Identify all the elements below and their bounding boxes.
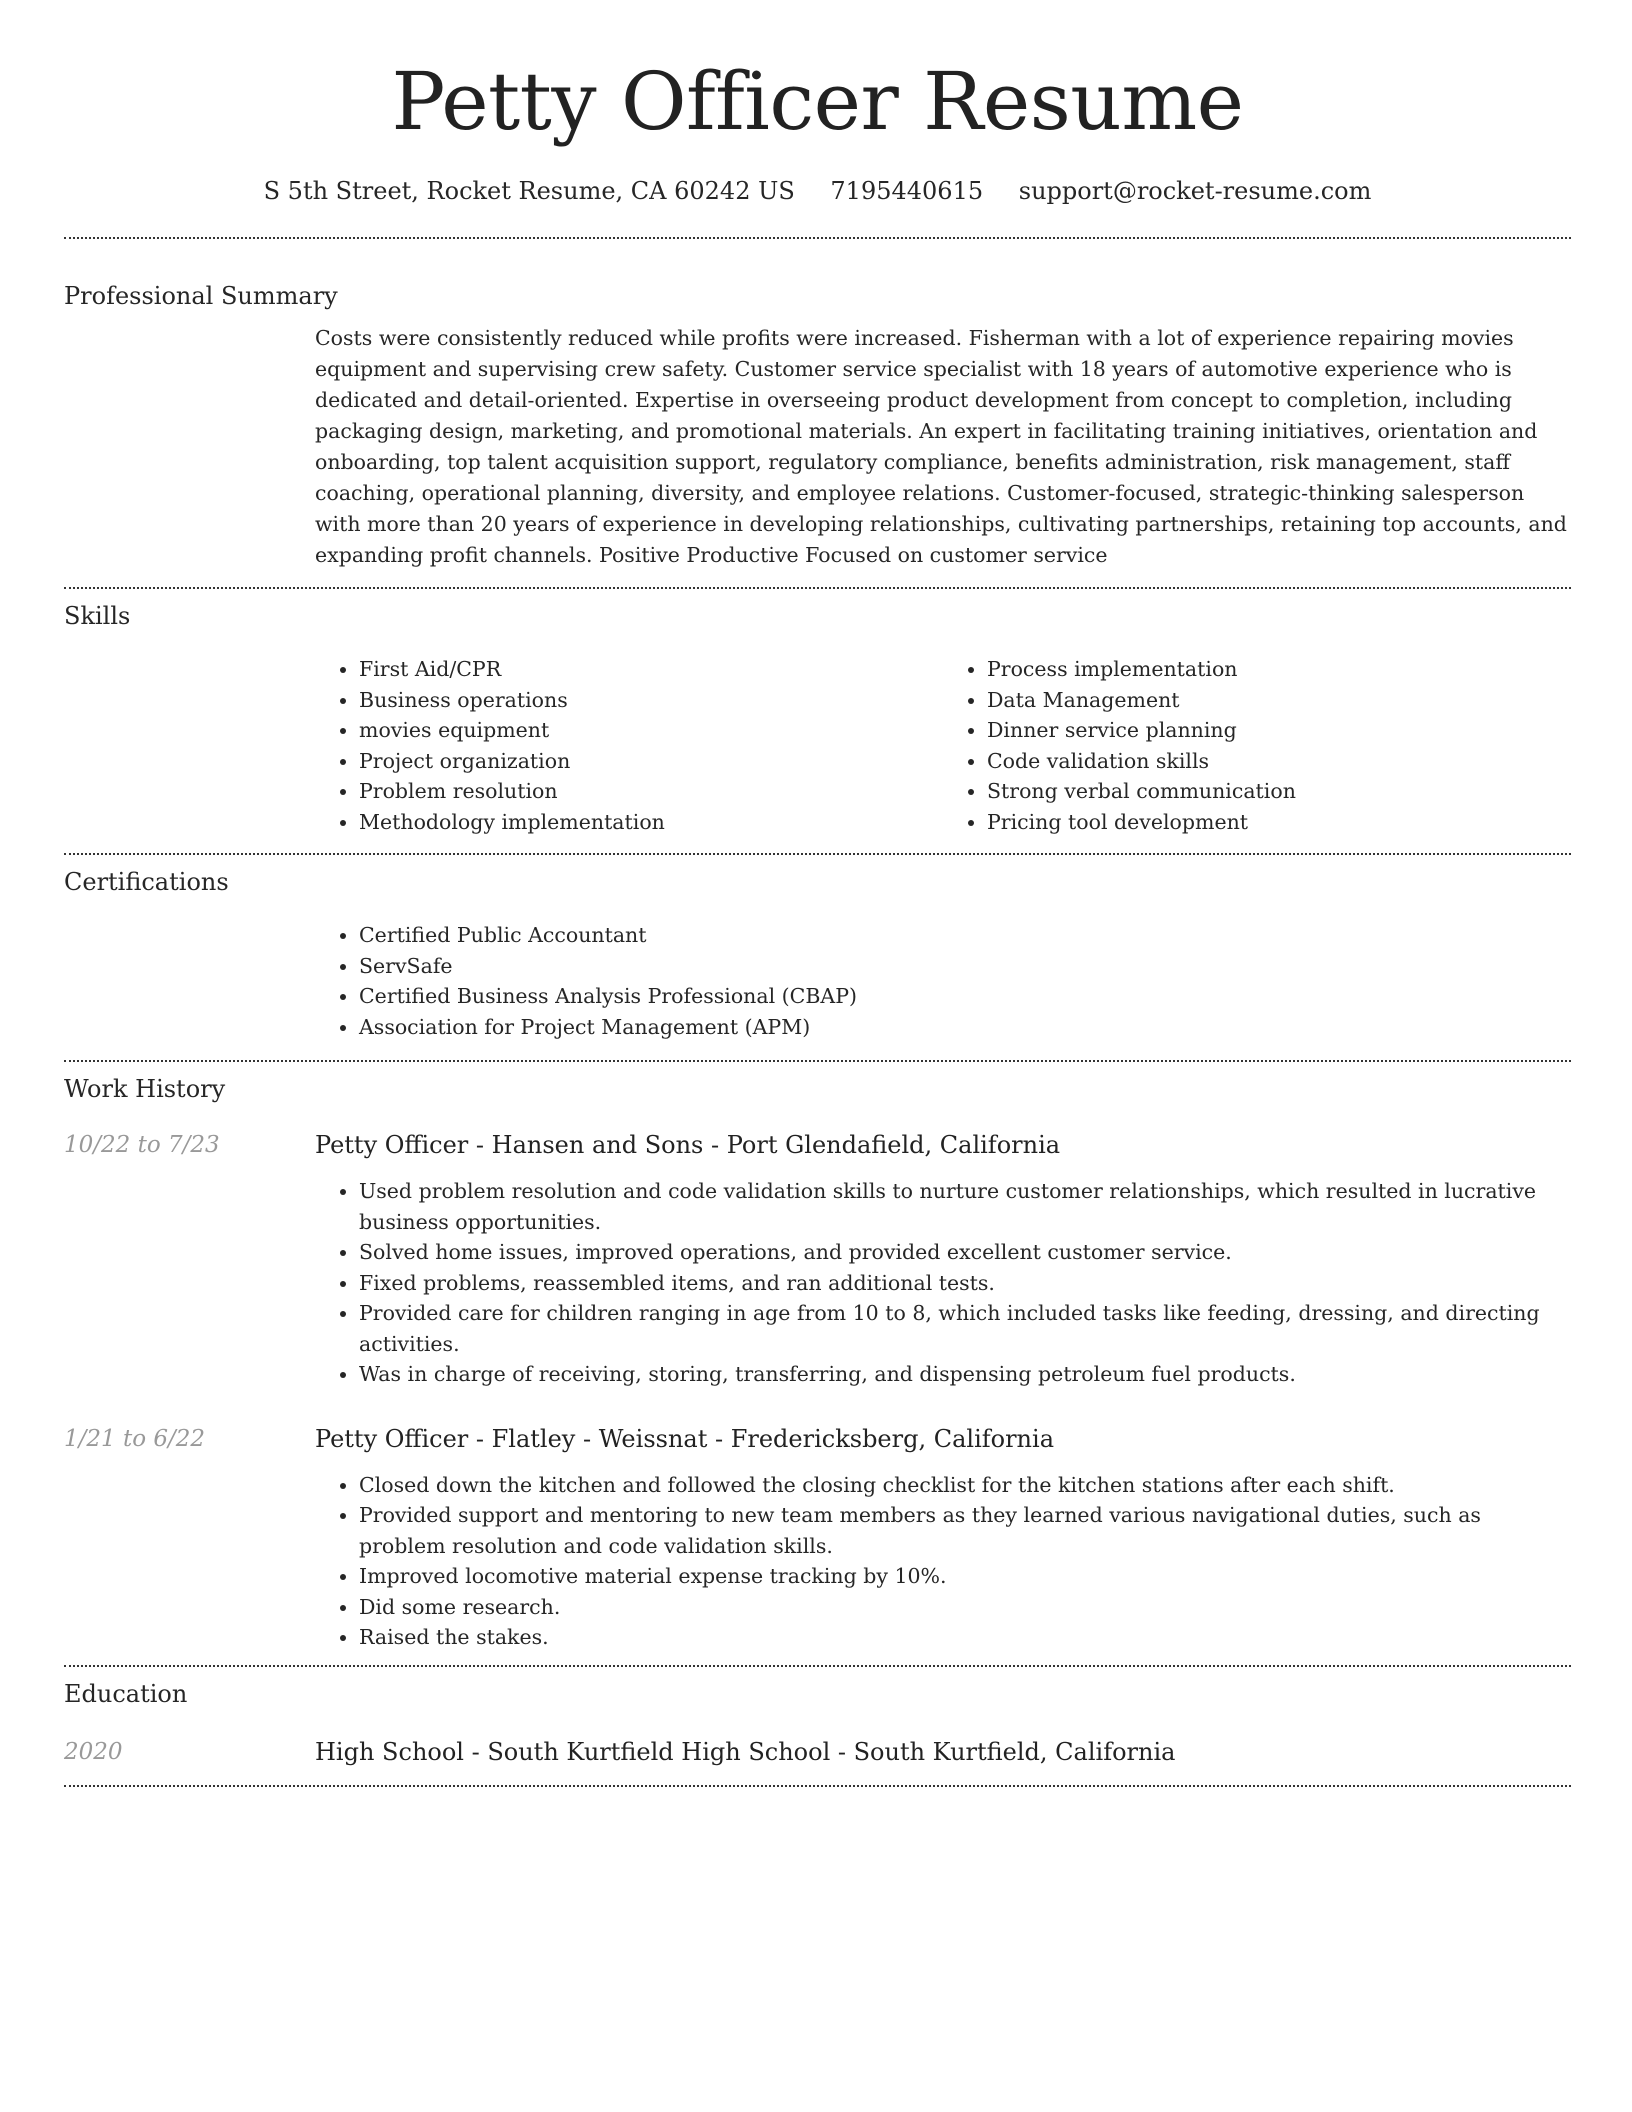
contact-phone: 7195440615 [830, 177, 984, 205]
skills-columns [315, 654, 1571, 837]
skill-item: • Strong verbal communication [987, 776, 1571, 807]
skill-item: • Business operations [359, 685, 943, 716]
education-title: High School - South Kurtfield High School - South Kurtfield, California [315, 1737, 1176, 1766]
certification-item: • Association for Project Management (APM) [359, 1012, 1571, 1043]
job-duty: • Raised the stakes. [359, 1622, 1571, 1653]
education-entry [64, 1735, 1571, 1769]
job-title: Petty Officer - Flatley - Weissnat - Fredericksberg, California [315, 1424, 1054, 1453]
work-history-section [64, 1062, 1571, 1665]
divider [64, 1785, 1571, 1787]
resume-title: Petty Officer Resume [391, 55, 1244, 148]
skill-item: • Pricing tool development [987, 807, 1571, 838]
education-section [64, 1667, 1571, 1785]
job-duty: • Was in charge of receiving, storing, transferring, and dispensing petroleum fuel products. [359, 1359, 1571, 1390]
skill-item: • Dinner service planning [987, 715, 1571, 746]
skill-item: • Methodology implementation [359, 807, 943, 838]
summary-section [64, 239, 1571, 587]
skill-item: • Data Management [987, 685, 1571, 716]
section-heading-education: Education [64, 1679, 188, 1708]
certifications-content [315, 920, 1571, 1042]
education-date: 2020 [64, 1738, 123, 1765]
skill-item: • Project organization [359, 746, 943, 777]
job-duty: • Fixed problems, reassembled items, and ran additional tests. [359, 1268, 1571, 1299]
summary-content [315, 323, 1571, 571]
job-duty: • Provided support and mentoring to new team members as they learned various navigational duties, such as problem resolution and code validation skills. [359, 1500, 1571, 1561]
skill-item: • First Aid/CPR [359, 654, 943, 685]
job-duty: • Did some research. [359, 1592, 1571, 1623]
certifications-list [315, 920, 1571, 1042]
job-duties-list [315, 1470, 1571, 1653]
job-duty: • Closed down the kitchen and followed the closing checklist for the kitchen stations after each shift. [359, 1470, 1571, 1501]
job-duty: • Provided care for children ranging in age from 10 to 8, which included tasks like feeding, dressing, and directing activities. [359, 1298, 1571, 1359]
contact-line [64, 174, 1571, 208]
education-body [315, 1735, 1571, 1769]
section-heading-work-history: Work History [64, 1075, 226, 1103]
skills-section [64, 589, 1571, 853]
certifications-section [64, 855, 1571, 1060]
certification-item: • Certified Public Accountant [359, 920, 1571, 951]
job-body [315, 1422, 1571, 1653]
job-date: 10/22 to 7/23 [64, 1132, 220, 1158]
job-duty: • Used problem resolution and code validation skills to nurture customer relationships, which resulted in lucrative business opportunities. [359, 1176, 1571, 1237]
job-body [315, 1128, 1571, 1390]
resume-page [64, 0, 1571, 1787]
job-entry [64, 1422, 1571, 1653]
skill-item: • Code validation skills [987, 746, 1571, 777]
job-duties-list [315, 1176, 1571, 1390]
skill-item: • Process implementation [987, 654, 1571, 685]
job-duty: • Improved locomotive material expense tracking by 10%. [359, 1561, 1571, 1592]
skills-list-right [943, 654, 1571, 837]
job-entry [64, 1128, 1571, 1390]
contact-email: support@rocket-resume.com [1018, 177, 1372, 205]
section-heading-skills: Skills [64, 602, 131, 630]
section-heading-certifications: Certifications [64, 868, 229, 896]
section-heading-summary: Professional Summary [64, 282, 338, 310]
job-duty: • Solved home issues, improved operations, and provided excellent customer service. [359, 1237, 1571, 1268]
job-date: 1/21 to 6/22 [64, 1425, 206, 1452]
contact-address: S 5th Street, Rocket Resume, CA 60242 US [263, 177, 795, 205]
skill-item: • Problem resolution [359, 776, 943, 807]
skills-list-left [315, 654, 943, 837]
job-title: Petty Officer - Hansen and Sons - Port Glendafield, California [315, 1131, 1061, 1159]
skill-item: • movies equipment [359, 715, 943, 746]
summary-text: Costs were consistently reduced while profits were increased. Fisherman with a lot of experience repairing movies equipment and supervising crew safety. Customer service specialist with 18 years of automotive experience who is dedicated and detail-oriented. Expertise in overseeing product development from concept to completion, including packaging design, marketing, and promotional materials. An expert in facilitating training initiatives, orientation and onboarding, top talent acquisition support, regulatory compliance, benefits administration, risk management, staff coaching, operational planning, diversity, and employee relations. Customer-focused, strategic-thinking salesperson with more than 20 years of experience in developing relationships, cultivating partnerships, retaining top accounts, and expanding profit channels. Positive Productive Focused on customer service [315, 326, 1567, 567]
certification-item: • Certified Business Analysis Professional (CBAP) [359, 981, 1571, 1012]
certification-item: • ServSafe [359, 951, 1571, 982]
